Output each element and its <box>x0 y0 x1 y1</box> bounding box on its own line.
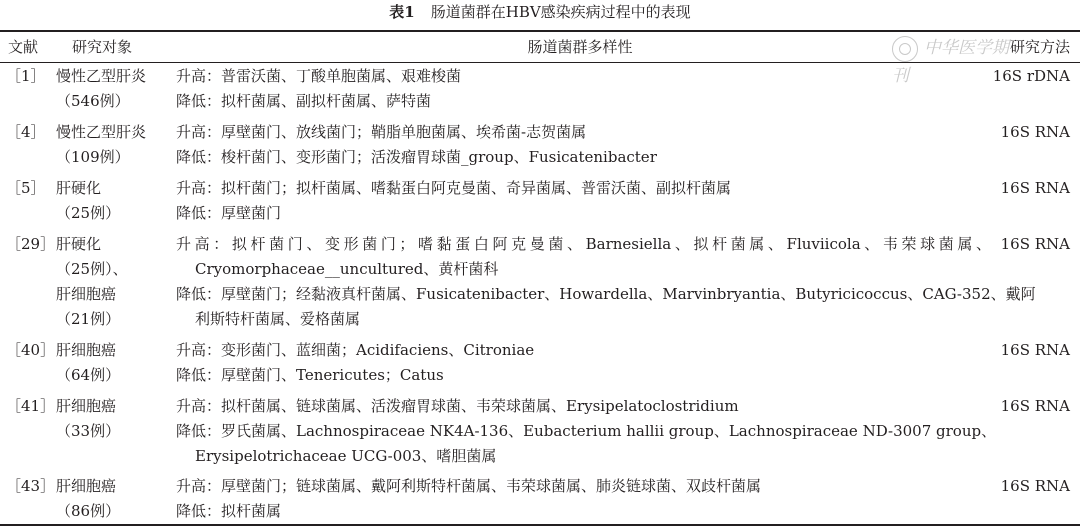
subject-line: 肝细胞癌 <box>56 477 117 495</box>
subject-cell <box>56 120 146 170</box>
increase-line: 升高：拟杆菌门、变形菌门；嗜黏蛋白阿克曼菌、Barnesiella、拟杆菌属、Fluviicola、韦荣球菌属、 <box>176 235 991 253</box>
header-ref: 文献 <box>8 38 39 56</box>
diversity-cell <box>176 394 997 469</box>
watermark-text: 中华医学期刊 <box>892 38 1009 86</box>
method-cell: 16S RNA <box>1000 397 1070 415</box>
ref-cell: ［1］ <box>6 67 46 85</box>
ref-cell: ［5］ <box>6 179 46 197</box>
header-method: 研究方法 <box>1009 38 1070 56</box>
subject-line: （546例） <box>56 92 130 110</box>
subject-line: （86例） <box>56 502 121 520</box>
diversity-cell <box>176 338 991 388</box>
decrease-line: 降低：厚壁菌门 <box>176 204 282 222</box>
diversity-cell <box>176 474 991 524</box>
header-rule <box>0 62 1080 63</box>
subject-cell <box>56 64 146 114</box>
ref-cell: ［41］ <box>6 397 56 415</box>
method-cell: 16S RNA <box>1000 123 1070 141</box>
diversity-cell <box>176 120 991 170</box>
method-cell: 16S RNA <box>1000 179 1070 197</box>
decrease-line: 降低：厚壁菌门；经黏液真杆菌属、Fusicatenibacter、Howardella、Marvinbryantia、Butyricicoccus、CAG-352、戴阿 <box>176 285 1036 303</box>
subject-line: 慢性乙型肝炎 <box>56 123 147 141</box>
bottom-rule <box>0 524 1080 526</box>
increase-line-cont: Cryomorphaceae__uncultured、黄杆菌科 <box>195 260 499 278</box>
watermark-logo <box>892 34 1012 86</box>
subject-cell <box>56 394 120 444</box>
increase-line: 升高：厚壁菌门；链球菌属、戴阿利斯特杆菌属、韦荣球菌属、肺炎链球菌、双歧杆菌属 <box>176 477 762 495</box>
decrease-line: 降低：厚壁菌门、Tenericutes；Catus <box>176 366 444 384</box>
subject-line: （109例） <box>56 148 130 166</box>
increase-line: 升高：拟杆菌属、链球菌属、活泼瘤胃球菌、韦荣球菌属、Erysipelatoclostridium <box>176 397 739 415</box>
top-rule <box>0 30 1080 32</box>
decrease-line-cont: Erysipelotrichaceae UCG-003、嗜胆菌属 <box>195 447 497 465</box>
subject-line: （33例） <box>56 422 121 440</box>
caption-title: 肠道菌群在HBV感染疾病过程中的表现 <box>430 3 691 21</box>
method-cell: 16S RNA <box>1000 235 1070 253</box>
increase-line: 升高：拟杆菌门；拟杆菌属、嗜黏蛋白阿克曼菌、奇异菌属、普雷沃菌、副拟杆菌属 <box>176 179 732 197</box>
header-subject: 研究对象 <box>72 38 133 56</box>
subject-line: 肝细胞癌 <box>56 285 117 303</box>
subject-line: 肝硬化 <box>56 179 102 197</box>
diversity-cell <box>176 64 991 114</box>
method-cell: 16S rDNA <box>992 67 1070 85</box>
method-cell: 16S RNA <box>1000 341 1070 359</box>
increase-line: 升高：厚壁菌门、放线菌门；鞘脂单胞菌属、埃希菌-志贺菌属 <box>176 123 587 141</box>
subject-line: （64例） <box>56 366 121 384</box>
subject-line: （25例）、 <box>56 260 128 278</box>
decrease-line: 降低：梭杆菌门、变形菌门；活泼瘤胃球菌_group、Fusicatenibacter <box>176 148 657 166</box>
decrease-line: 降低：拟杆菌属 <box>176 502 282 520</box>
ref-cell: ［4］ <box>6 123 46 141</box>
method-cell: 16S RNA <box>1000 477 1070 495</box>
subject-cell <box>56 474 120 524</box>
subject-line: （25例） <box>56 204 121 222</box>
decrease-line-cont: 利斯特杆菌属、爱格菌属 <box>195 310 361 328</box>
increase-line: 升高：变形菌门、蓝细菌；Acidifaciens、Citroniae <box>176 341 535 359</box>
subject-line: 肝细胞癌 <box>56 341 117 359</box>
subject-line: 肝细胞癌 <box>56 397 117 415</box>
subject-cell <box>56 232 128 332</box>
seal-icon <box>892 36 918 62</box>
increase-line: 升高：普雷沃菌、丁酸单胞菌属、艰难梭菌 <box>176 67 462 85</box>
header-diversity: 肠道菌群多样性 <box>527 38 633 56</box>
ref-cell: ［40］ <box>6 341 56 359</box>
decrease-line: 降低：罗氏菌属、Lachnospiraceae NK4A-136、Eubacterium hallii group、Lachnospiraceae ND-3007 group、 <box>176 422 997 440</box>
caption-number: 表1 <box>389 3 415 21</box>
ref-cell: ［43］ <box>6 477 56 495</box>
table-caption <box>0 2 1080 22</box>
decrease-line: 降低：拟杆菌属、副拟杆菌属、萨特菌 <box>176 92 432 110</box>
subject-line: （21例） <box>56 310 121 328</box>
subject-line: 肝硬化 <box>56 235 102 253</box>
ref-cell: ［29］ <box>6 235 56 253</box>
subject-line: 慢性乙型肝炎 <box>56 67 147 85</box>
subject-cell <box>56 338 120 388</box>
subject-cell <box>56 176 120 226</box>
diversity-cell <box>176 176 991 226</box>
